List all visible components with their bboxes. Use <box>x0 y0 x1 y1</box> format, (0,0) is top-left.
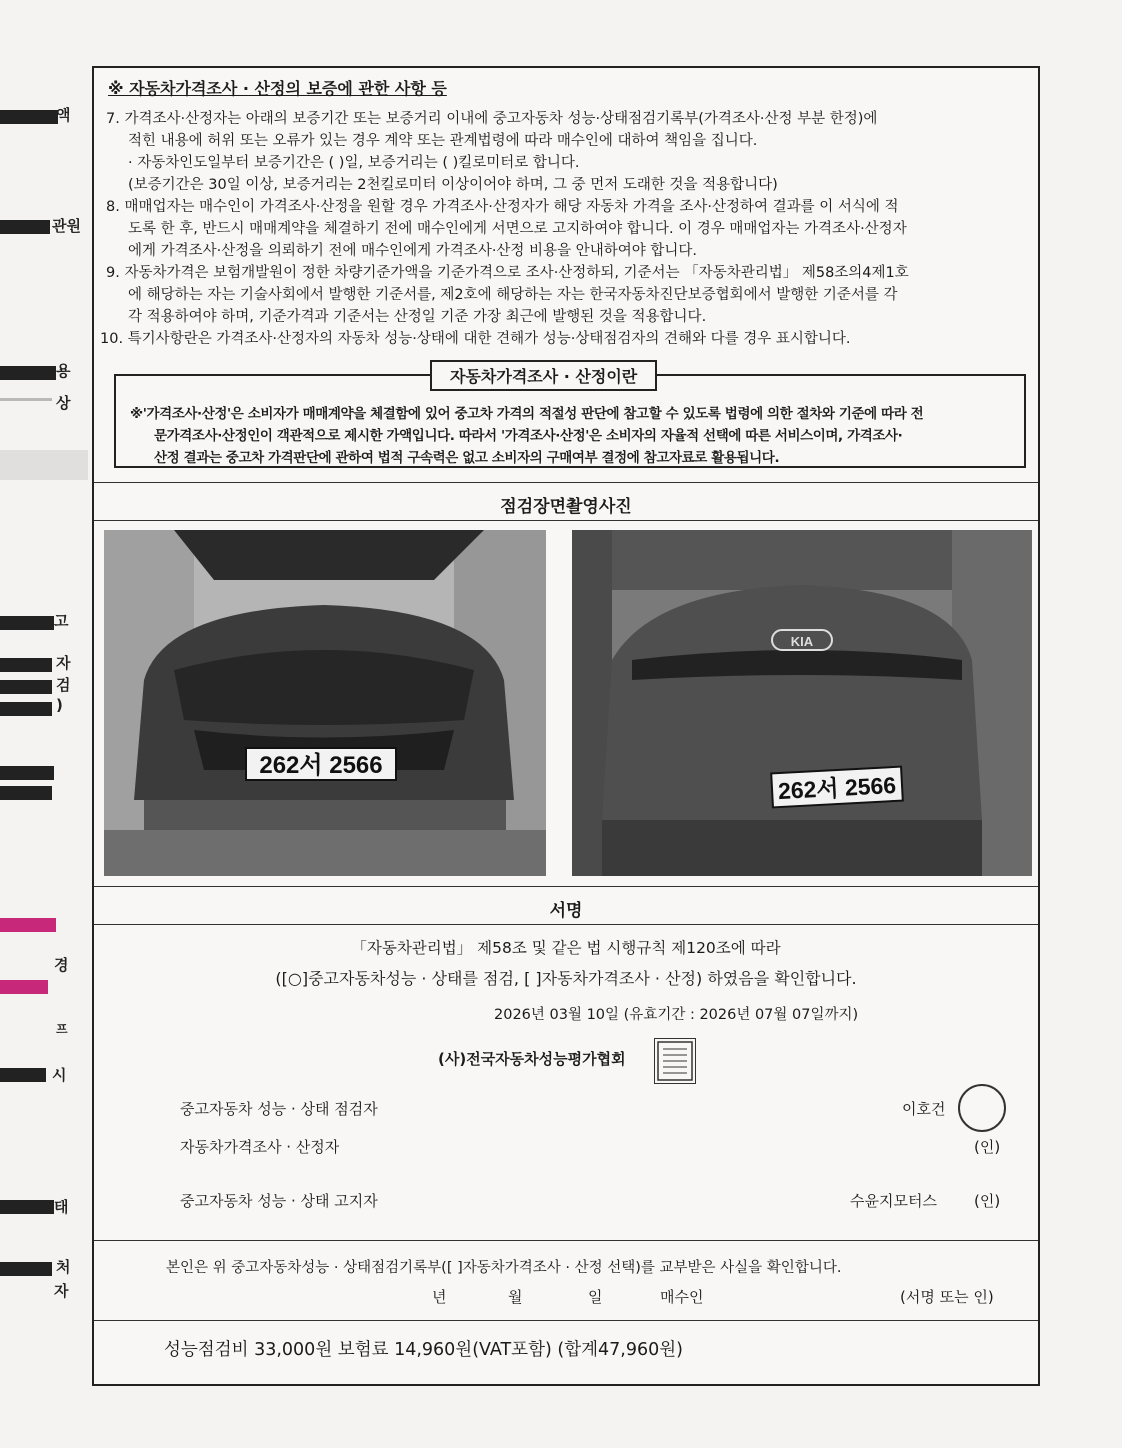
divider <box>94 924 1038 925</box>
left-fragment: 처 <box>56 1258 71 1276</box>
redaction-bar <box>0 1068 46 1082</box>
divider <box>0 398 52 401</box>
notifier-seal-mark: (인) <box>974 1192 1001 1210</box>
photos-section-title: 점검장면촬영사진 <box>500 497 632 517</box>
definition-line-3: 산정 결과는 중고차 가격판단에 관하여 법적 구속력은 없고 소비자의 구매여부 결정에 참고자료로 활용됩니다. <box>154 450 780 466</box>
buyer-label: 매수인 <box>660 1288 704 1306</box>
redaction-bar <box>0 220 50 234</box>
redaction-bar <box>0 702 52 716</box>
redaction-bar <box>0 1200 54 1214</box>
notifier-label: 중고자동차 성능 · 상태 고지자 <box>180 1192 378 1210</box>
left-cutoff-strip <box>0 60 92 1390</box>
warranty-item-7-cont: 적힌 내용에 허위 또는 오류가 있는 경우 계약 또는 관계법령에 따라 매수인에 대하여 책임을 집니다. <box>128 133 758 149</box>
front-car-image <box>104 530 546 876</box>
left-fragment: 프 <box>56 1022 68 1036</box>
left-fragment: 태 <box>54 1198 69 1216</box>
warranty-item-10: 10. 특기사항란은 가격조사·산정자의 자동차 성능·상태에 대한 견해가 성능·상태점검자의 견해와 다를 경우 표시합니다. <box>100 331 851 347</box>
definition-line-1: ※'가격조사·산정'은 소비자가 매매계약을 체결함에 있어 중고차 가격의 적절성 판단에 참고할 수 있도록 법령에 의한 절차와 기준에 따라 전 <box>130 406 924 422</box>
redaction-bar <box>0 786 52 800</box>
receipt-confirmation: 본인은 위 중고자동차성능 · 상태점검기록부([ ]자동차가격조사 · 산정 선택)를 교부받은 사실을 확인합니다. <box>166 1260 842 1276</box>
divider <box>94 1240 1038 1241</box>
redaction-bar <box>0 658 52 672</box>
faded-area <box>0 450 88 480</box>
redaction-bar <box>0 680 52 694</box>
warranty-item-9-cont2: 각 적용하여야 하며, 기준가격과 기준서는 산정일 기준 가장 최근에 발행된 것을 적용합니다. <box>128 309 707 325</box>
appraiser-label: 자동차가격조사 · 산정자 <box>180 1138 340 1156</box>
warranty-item-9-cont: 에 해당하는 자는 기술사회에서 발행한 기준서를, 제2호에 해당하는 자는 한국자동차진단보증협회에서 발행한 기준서를 각 <box>128 287 898 303</box>
notifier-name: 수윤지모터스 <box>850 1192 937 1210</box>
warranty-period-line: · 자동차인도일부터 보증기간은 ( )일, 보증거리는 ( )킬로미터로 합니다. <box>128 155 580 171</box>
redaction-bar <box>0 366 56 380</box>
warranty-item-8-cont2: 에게 가격조사·산정을 의뢰하기 전에 매수인에게 가격조사·산정 비용을 안내하여야 합니다. <box>128 243 697 259</box>
association-stamp <box>654 1038 696 1084</box>
left-fragment: 관원 <box>52 217 81 235</box>
warranty-item-7: 7. 가격조사·산정자는 아래의 보증기간 또는 보증거리 이내에 중고자동차 성능·상태점검기록부(가격조사·산정 부분 한정)에 <box>106 111 878 127</box>
rear-license-plate: 262서 2566 <box>777 771 897 805</box>
divider <box>94 482 1038 483</box>
redaction-bar <box>0 918 56 932</box>
law-reference-line: 「자동차관리법」 제58조 및 같은 법 시행규칙 제120조에 따라 <box>351 939 781 957</box>
left-fragment: 자 <box>54 1282 69 1300</box>
receipt-month: 월 <box>508 1288 523 1306</box>
divider <box>94 1320 1038 1321</box>
buyer-signature-field: (서명 또는 인) <box>900 1288 994 1306</box>
warranty-section-title: ※ 자동차가격조사 · 산정의 보증에 관한 사항 등 <box>108 79 447 98</box>
receipt-day: 일 <box>588 1288 603 1306</box>
warranty-item-9: 9. 자동차가격은 보험개발원이 정한 차량기준가액을 기준가격으로 조사·산정하되, 기준서는 「자동차관리법」 제58조의4제1호 <box>106 265 909 281</box>
warranty-item-8-cont: 도록 한 후, 반드시 매매계약을 체결하기 전에 매수인에게 서면으로 고지하여야 합니다. 이 경우 매매업자는 가격조사·산정자 <box>128 221 907 237</box>
warranty-period-note: (보증기간은 30일 이상, 보증거리는 2천킬로미터 이상이어야 하며, 그 중 먼저 도래한 것을 적용합니다) <box>128 177 778 193</box>
confirmation-line: ([○]중고자동차성능 · 상태를 점검, [ ]자동차가격조사 · 산정) 하였음을 확인합니다. <box>275 969 857 988</box>
association-name: (사)전국자동차성능평가협회 <box>438 1050 626 1068</box>
left-fragment: 상 <box>56 394 71 412</box>
redaction-bar <box>0 766 54 780</box>
left-fragment: 검 <box>56 676 71 694</box>
left-fragment: ) <box>56 696 63 714</box>
divider <box>94 886 1038 887</box>
left-fragment: 액 <box>56 106 71 124</box>
inspection-record-page <box>92 66 1040 1386</box>
receipt-year: 년 <box>432 1288 447 1306</box>
inspector-seal-icon <box>958 1084 1006 1132</box>
inspector-name: 이호건 <box>902 1100 946 1118</box>
signature-section-title: 서명 <box>549 901 583 921</box>
redaction-bar <box>0 616 54 630</box>
appraiser-seal-mark: (인) <box>974 1138 1001 1156</box>
left-fragment: 고 <box>54 612 69 630</box>
inspector-label: 중고자동차 성능 · 상태 점검자 <box>180 1100 378 1118</box>
left-fragment: 자 <box>56 654 71 672</box>
divider <box>94 520 1038 521</box>
front-inspection-photo <box>104 530 546 876</box>
redaction-bar <box>0 980 48 994</box>
definition-line-2: 문가격조사·산정인이 객관적으로 제시한 가액입니다. 따라서 '가격조사·산정'은 소비자의 자율적 선택에 따른 서비스이며, 가격조사· <box>154 428 903 444</box>
rear-car-image <box>572 530 1032 876</box>
left-fragment: 용 <box>56 362 71 380</box>
warranty-item-8: 8. 매매업자는 매수인이 가격조사·산정을 원할 경우 가격조사·산정자가 해당 자동차 가격을 조사·산정하여 결과를 이 서식에 적 <box>106 199 899 215</box>
front-license-plate: 262서 2566 <box>259 752 383 779</box>
redaction-bar <box>0 110 58 124</box>
definition-label: 자동차가격조사 · 산정이란 <box>430 360 657 391</box>
left-fragment: 시 <box>52 1066 67 1084</box>
car-logo: KIA <box>790 634 814 649</box>
date-line: 2026년 03월 10일 (유효기간 : 2026년 07월 07일까지) <box>494 1007 859 1023</box>
left-fragment: 경 <box>54 956 69 974</box>
rear-inspection-photo <box>572 530 1032 876</box>
fee-summary: 성능점검비 33,000원 보험료 14,960원(VAT포함) (합계47,960원) <box>164 1340 683 1360</box>
redaction-bar <box>0 1262 52 1276</box>
